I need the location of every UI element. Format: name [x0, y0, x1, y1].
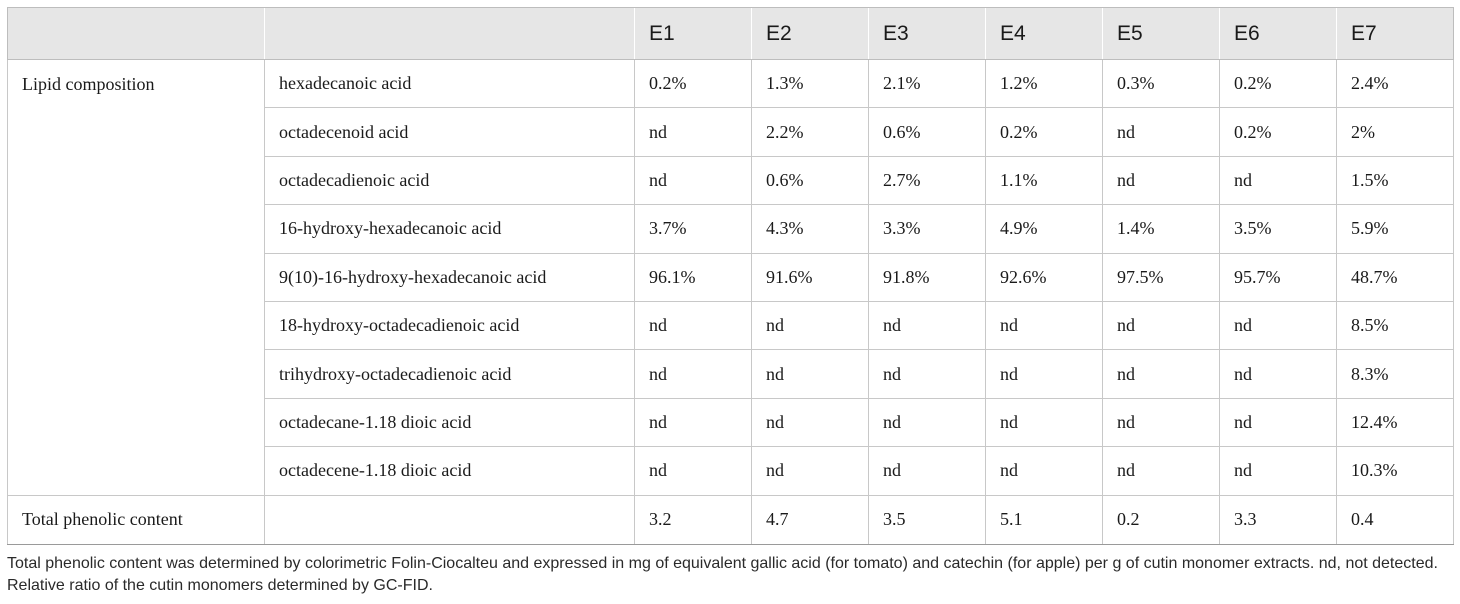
table-cell: 0.6%	[869, 108, 986, 156]
compound-name: octadecene-1.18 dioic acid	[265, 447, 635, 495]
table-cell: 95.7%	[1220, 253, 1337, 301]
header-e5: E5	[1103, 8, 1220, 60]
table-cell: nd	[1103, 108, 1220, 156]
table-cell: 3.3	[1220, 495, 1337, 544]
table-cell: nd	[986, 350, 1103, 398]
table-cell: 8.3%	[1337, 350, 1454, 398]
table-cell: nd	[869, 398, 986, 446]
table-cell: nd	[1103, 350, 1220, 398]
header-cell	[265, 8, 635, 60]
table-cell: 5.1	[986, 495, 1103, 544]
table-cell: nd	[752, 350, 869, 398]
header-cell	[8, 8, 265, 60]
table-cell: 0.2%	[635, 60, 752, 108]
compound-name: octadecenoid acid	[265, 108, 635, 156]
table-cell: 4.3%	[752, 205, 869, 253]
table-cell: nd	[635, 350, 752, 398]
table-cell: nd	[1103, 156, 1220, 204]
table-cell: 3.3%	[869, 205, 986, 253]
compound-name: hexadecanoic acid	[265, 60, 635, 108]
header-e2: E2	[752, 8, 869, 60]
table-cell: 0.6%	[752, 156, 869, 204]
compound-name: 16-hydroxy-hexadecanoic acid	[265, 205, 635, 253]
table-cell: nd	[1220, 398, 1337, 446]
table-cell: 3.2	[635, 495, 752, 544]
composition-table	[7, 7, 1454, 545]
table-cell: nd	[869, 447, 986, 495]
table-cell: nd	[869, 301, 986, 349]
table-cell: 4.7	[752, 495, 869, 544]
table-cell: 97.5%	[1103, 253, 1220, 301]
table-row	[8, 60, 1454, 108]
table-cell: nd	[869, 350, 986, 398]
table-cell: 0.2%	[1220, 60, 1337, 108]
table-cell: 0.2	[1103, 495, 1220, 544]
table-cell: nd	[986, 447, 1103, 495]
table-cell: 2.7%	[869, 156, 986, 204]
table-cell: nd	[986, 398, 1103, 446]
table-cell: 96.1%	[635, 253, 752, 301]
total-sub	[265, 495, 635, 544]
group-label: Lipid composition	[8, 60, 265, 496]
header-e6: E6	[1220, 8, 1337, 60]
table-cell: 2.1%	[869, 60, 986, 108]
total-label: Total phenolic content	[8, 495, 265, 544]
table-cell: 1.4%	[1103, 205, 1220, 253]
table-cell: nd	[635, 301, 752, 349]
header-e3: E3	[869, 8, 986, 60]
table-cell: 2%	[1337, 108, 1454, 156]
compound-name: 9(10)-16-hydroxy-hexadecanoic acid	[265, 253, 635, 301]
compound-name: 18-hydroxy-octadecadienoic acid	[265, 301, 635, 349]
table-cell: 1.2%	[986, 60, 1103, 108]
compound-name: octadecane-1.18 dioic acid	[265, 398, 635, 446]
table-cell: nd	[1220, 350, 1337, 398]
table-cell: nd	[986, 301, 1103, 349]
table-cell: nd	[635, 398, 752, 446]
table-cell: 1.1%	[986, 156, 1103, 204]
table-cell: 1.3%	[752, 60, 869, 108]
header-e7: E7	[1337, 8, 1454, 60]
table-cell: nd	[1103, 398, 1220, 446]
table-cell: 91.6%	[752, 253, 869, 301]
total-row	[8, 495, 1454, 544]
table-footnote: Total phenolic content was determined by colorimetric Folin-Ciocalteu and expressed in mg of equivalent gallic acid (for tomato) and catechin (for apple) per g of cutin monomer extracts. nd, not detected. Relative ratio of the cutin monomers determined by GC-FID.	[7, 555, 1438, 594]
header-row	[8, 8, 1454, 60]
table-cell: nd	[1103, 447, 1220, 495]
compound-name: trihydroxy-octadecadienoic acid	[265, 350, 635, 398]
table-cell: 3.5%	[1220, 205, 1337, 253]
table-cell: nd	[1220, 156, 1337, 204]
table-cell: nd	[752, 301, 869, 349]
table-cell: nd	[635, 447, 752, 495]
table-cell: nd	[635, 156, 752, 204]
table-cell: 2.4%	[1337, 60, 1454, 108]
table-cell: 5.9%	[1337, 205, 1454, 253]
table-cell: 0.2%	[1220, 108, 1337, 156]
compound-name: octadecadienoic acid	[265, 156, 635, 204]
table-cell: 48.7%	[1337, 253, 1454, 301]
table-cell: 8.5%	[1337, 301, 1454, 349]
table-cell: 12.4%	[1337, 398, 1454, 446]
table-cell: 3.7%	[635, 205, 752, 253]
table-cell: 0.4	[1337, 495, 1454, 544]
table-cell: 10.3%	[1337, 447, 1454, 495]
header-e4: E4	[986, 8, 1103, 60]
table-cell: 1.5%	[1337, 156, 1454, 204]
table-cell: nd	[1103, 301, 1220, 349]
table-cell: 92.6%	[986, 253, 1103, 301]
table-cell: 91.8%	[869, 253, 986, 301]
table-cell: nd	[752, 447, 869, 495]
table-cell: 2.2%	[752, 108, 869, 156]
table-cell: 4.9%	[986, 205, 1103, 253]
header-e1: E1	[635, 8, 752, 60]
table-cell: nd	[752, 398, 869, 446]
table-cell: 3.5	[869, 495, 986, 544]
table-cell: 0.3%	[1103, 60, 1220, 108]
table-cell: nd	[635, 108, 752, 156]
table-cell: 0.2%	[986, 108, 1103, 156]
table-cell: nd	[1220, 301, 1337, 349]
table-cell: nd	[1220, 447, 1337, 495]
